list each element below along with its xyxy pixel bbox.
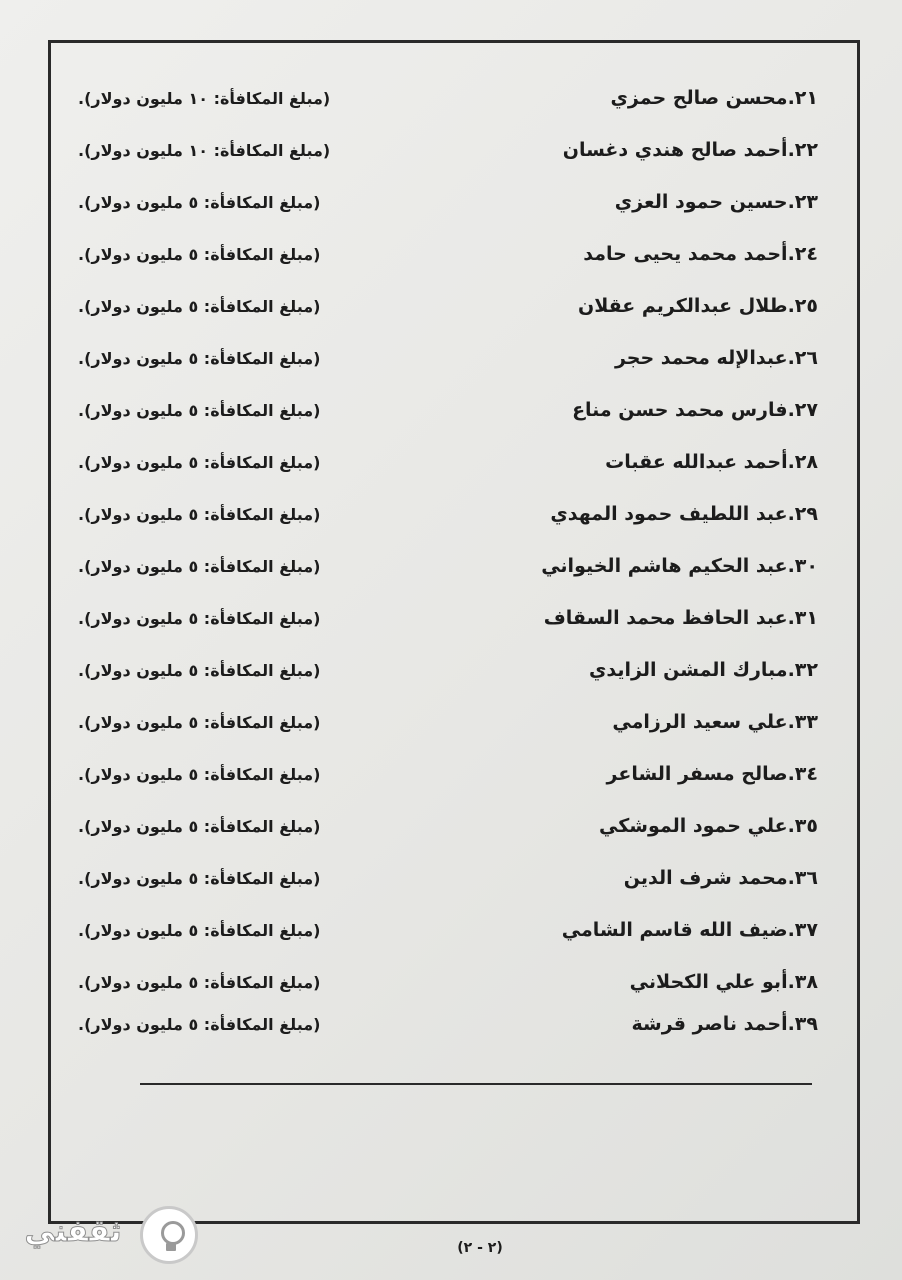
list-item [78,546,818,586]
list-item [78,702,818,742]
list-item [78,182,818,222]
list-item [78,910,818,950]
list-item [78,962,818,1002]
reward-amount: (مبلغ المكافأة: ٥ مليون دولار). [78,920,321,940]
reward-amount: (مبلغ المكافأة: ٥ مليون دولار). [78,296,321,316]
reward-amount: (مبلغ المكافأة: ٥ مليون دولار). [78,1014,321,1034]
lightbulb-base-icon [166,1243,176,1251]
reward-amount: (مبلغ المكافأة: ٥ مليون دولار). [78,556,321,576]
list-item [78,234,818,274]
watermark-logo [4,1192,204,1272]
reward-amount: (مبلغ المكافأة: ٥ مليون دولار). [78,660,321,680]
person-name: ٣٧.ضيف الله قاسم الشامي [561,919,818,941]
reward-amount: (مبلغ المكافأة: ١٠ مليون دولار). [78,88,331,108]
reward-amount: (مبلغ المكافأة: ٥ مليون دولار). [78,972,321,992]
divider-line [140,1083,812,1085]
watermark-text: ثقفني [24,1214,122,1249]
list-item [78,650,818,690]
person-name: ٣١.عبد الحافظ محمد السقاف [543,607,818,629]
reward-amount: (مبلغ المكافأة: ٥ مليون دولار). [78,608,321,628]
reward-amount: (مبلغ المكافأة: ٥ مليون دولار). [78,400,321,420]
person-name: ٢٧.فارس محمد حسن مناع [572,399,818,421]
person-name: ٢٢.أحمد صالح هندي دغسان [562,139,818,161]
reward-amount: (مبلغ المكافأة: ٥ مليون دولار). [78,244,321,264]
person-name: ٢٦.عبدالإله محمد حجر [614,347,818,369]
list-item [78,338,818,378]
reward-amount: (مبلغ المكافأة: ٥ مليون دولار). [78,452,321,472]
list-item [78,1004,818,1044]
person-name: ٣٨.أبو علي الكحلاني [629,971,818,993]
reward-amount: (مبلغ المكافأة: ٥ مليون دولار). [78,764,321,784]
lightbulb-icon [161,1221,185,1245]
person-name: ٢٨.أحمد عبدالله عقبات [605,451,818,473]
reward-amount: (مبلغ المكافأة: ١٠ مليون دولار). [78,140,331,160]
person-name: ٢٥.طلال عبدالكريم عقلان [577,295,818,317]
list-item [78,806,818,846]
page-number: (٢ - ٢) [457,1240,503,1256]
person-name: ٣٢.مبارك المشن الزايدي [589,659,818,681]
list-item [78,598,818,638]
reward-amount: (مبلغ المكافأة: ٥ مليون دولار). [78,192,321,212]
list-item [78,494,818,534]
person-name: ٢٤.أحمد محمد يحيى حامد [583,243,818,265]
person-name: ٢٩.عبد اللطيف حمود المهدي [550,503,818,525]
list-item [78,390,818,430]
person-name: ٣٦.محمد شرف الدين [623,867,818,889]
reward-amount: (مبلغ المكافأة: ٥ مليون دولار). [78,348,321,368]
reward-amount: (مبلغ المكافأة: ٥ مليون دولار). [78,504,321,524]
person-name: ٢٣.حسين حمود العزي [614,191,818,213]
list-item [78,78,818,118]
person-name: ٣٠.عبد الحكيم هاشم الخيواني [541,555,818,577]
list-item [78,858,818,898]
person-name: ٣٤.صالح مسفر الشاعر [606,763,818,785]
reward-amount: (مبلغ المكافأة: ٥ مليون دولار). [78,712,321,732]
list-item [78,754,818,794]
reward-amount: (مبلغ المكافأة: ٥ مليون دولار). [78,816,321,836]
lightbulb-badge [140,1206,198,1264]
person-name: ٣٥.علي حمود الموشكي [599,815,818,837]
list-item [78,286,818,326]
list-item [78,130,818,170]
reward-amount: (مبلغ المكافأة: ٥ مليون دولار). [78,868,321,888]
person-name: ٣٣.علي سعيد الرزامي [612,711,818,733]
list-item [78,442,818,482]
person-name: ٢١.محسن صالح حمزي [610,87,818,109]
person-name: ٣٩.أحمد ناصر قرشة [631,1013,818,1035]
